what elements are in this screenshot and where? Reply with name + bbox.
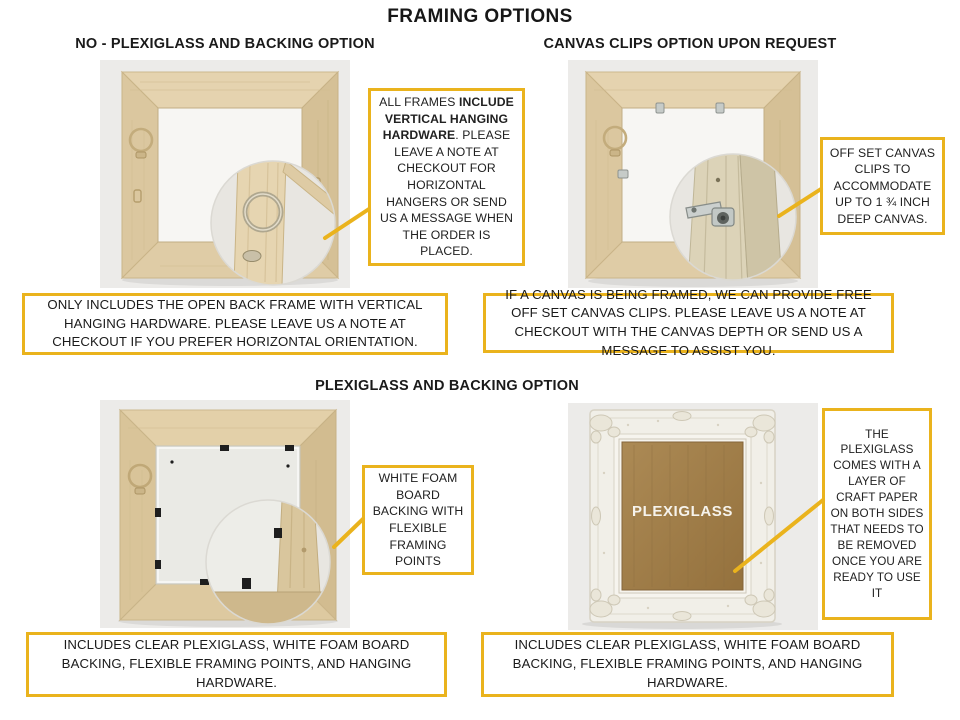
foam-board-frame-illustration xyxy=(100,400,350,628)
caption-canvas-clips xyxy=(483,286,894,358)
caption-open-back-frame xyxy=(22,293,448,355)
open-back-frame-illustration xyxy=(100,60,350,288)
photo-open-back-frame xyxy=(100,60,350,288)
canvas-clip-frame-illustration xyxy=(568,60,818,288)
callout-foam-board-text: WHITE FOAM BOARD BACKING WITH FLEXIBLE FRAMING POINTS xyxy=(372,471,464,569)
photo-ornate-frame-plexiglass xyxy=(568,403,818,630)
caption-plexiglass-right-text: INCLUDES CLEAR PLEXIGLASS, WHITE FOAM BOARD BACKING, FLEXIBLE FRAMING POINTS, AND HANGING HARDWARE. xyxy=(512,637,863,690)
caption-plexiglass-right xyxy=(481,632,894,697)
callout-craft-paper xyxy=(822,408,932,620)
callout-pre: ALL FRAMES xyxy=(379,95,459,110)
callout-hanging-hardware-text xyxy=(371,88,522,266)
header-canvas-clips-option: CANVAS CLIPS OPTION UPON REQUEST xyxy=(543,36,837,52)
photo-foam-board-frame xyxy=(100,400,350,628)
page-title: FRAMING OPTIONS xyxy=(387,6,573,27)
caption-plexiglass-left-text: INCLUDES CLEAR PLEXIGLASS, WHITE FOAM BOARD BACKING, FLEXIBLE FRAMING POINTS, AND HANGING HARDWARE. xyxy=(61,637,412,690)
callout-craft-paper-text: THE PLEXIGLASS COMES WITH A LAYER OF CRAFT PAPER ON BOTH SIDES THAT NEEDS TO BE REMOVED ONCE YOU ARE READY TO USE IT xyxy=(830,427,924,600)
zoom-inset-ring-hardware xyxy=(211,161,335,285)
plexiglass-label: PLEXIGLASS xyxy=(631,503,734,520)
caption-open-back-frame-text: ONLY INCLUDES THE OPEN BACK FRAME WITH VERTICAL HANGING HARDWARE. PLEASE LEAVE US A NOTE AT CHECKOUT IF YOU PREFER HORIZONTAL ORIENTATION. xyxy=(47,296,423,350)
callout-foam-board xyxy=(362,465,474,575)
callout-hanging-hardware xyxy=(368,88,525,266)
callout-post: . PLEASE LEAVE A NOTE AT CHECKOUT FOR HORIZONTAL HANGERS OR SEND US A MESSAGE WHEN THE ORDER IS PLACED. xyxy=(379,128,514,259)
callout-offset-canvas-clips-text: OFF SET CANVAS CLIPS TO ACCOMMODATE UP TO 1 ¾ INCH DEEP CANVAS. xyxy=(829,145,936,226)
callout-bold: INCLUDE VERTICAL HANGING HARDWARE xyxy=(382,95,514,143)
photo-canvas-clip-frame xyxy=(568,60,818,288)
framing-point-icon xyxy=(274,528,282,538)
header-no-plexiglass-option: NO - PLEXIGLASS AND BACKING OPTION xyxy=(75,36,375,52)
caption-plexiglass-left xyxy=(26,632,447,697)
caption-canvas-clips-text: IF A CANVAS IS BEING FRAMED, WE CAN PROVIDE FREE OFF SET CANVAS CLIPS. PLEASE LEAVE US A NOTE AT CHECKOUT WITH THE CANVAS DEPTH OR SEND US A MESSAGE TO ASSIST YOU. xyxy=(505,286,872,358)
header-plexiglass-backing-option: PLEXIGLASS AND BACKING OPTION xyxy=(315,378,579,394)
callout-offset-canvas-clips xyxy=(820,137,945,235)
